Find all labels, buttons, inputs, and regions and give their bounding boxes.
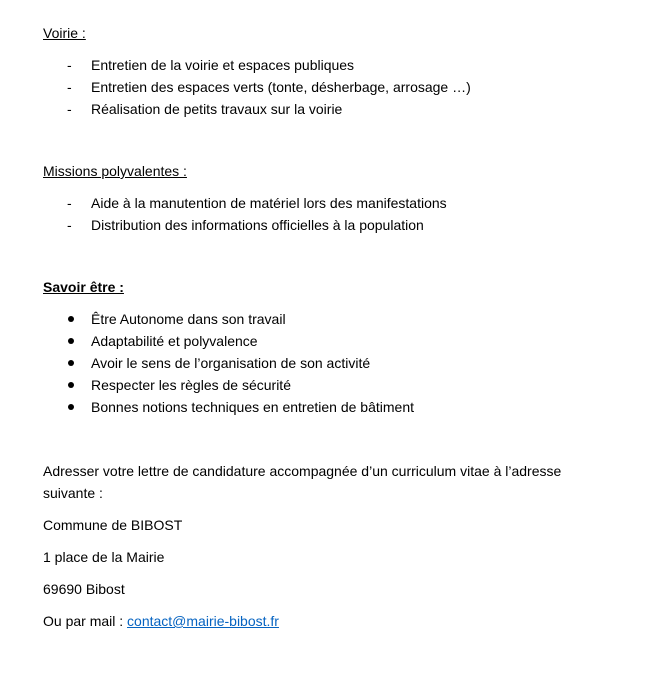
savoir-list <box>43 308 643 418</box>
voirie-list <box>43 54 643 120</box>
bullet-icon <box>68 338 74 344</box>
dash-marker: - <box>67 195 72 211</box>
bullet-icon <box>68 382 74 388</box>
intro-text-line2: suivante : <box>43 485 103 501</box>
list-item-text: Bonnes notions techniques en entretien de bâtiment <box>91 399 415 415</box>
bullet-icon <box>68 404 74 410</box>
list-item <box>43 76 643 98</box>
list-item <box>43 352 643 374</box>
list-item-text: Réalisation de petits travaux sur la voirie <box>91 101 343 117</box>
list-item <box>43 396 643 418</box>
dash-marker: - <box>67 57 72 73</box>
savoir-heading: Savoir être : <box>43 279 124 295</box>
list-item-text: Respecter les règles de sécurité <box>91 377 291 393</box>
list-item-text: Distribution des informations officielles à la population <box>91 217 424 233</box>
list-item <box>43 374 643 396</box>
list-item-text: Aide à la manutention de matériel lors des manifestations <box>91 195 447 211</box>
list-item-text: Adaptabilité et polyvalence <box>91 333 258 349</box>
list-item <box>43 330 643 352</box>
bullet-icon <box>68 316 74 322</box>
missions-heading: Missions polyvalentes : <box>43 163 187 179</box>
list-item <box>43 308 643 330</box>
list-item-text: Entretien des espaces verts (tonte, désherbage, arrosage …) <box>91 79 471 95</box>
voirie-heading: Voirie : <box>43 25 86 41</box>
dash-marker: - <box>67 217 72 233</box>
intro-text-line1: Adresser votre lettre de candidature accompagnée d’un curriculum vitae à l’adresse <box>43 463 562 479</box>
dash-marker: - <box>67 79 72 95</box>
list-item <box>43 98 643 120</box>
contact-block <box>43 460 643 632</box>
mail-line <box>43 610 643 632</box>
list-item <box>43 192 643 214</box>
missions-list <box>43 192 643 236</box>
document <box>43 24 643 632</box>
list-item <box>43 54 643 76</box>
commune-name: Commune de BIBOST <box>43 517 183 533</box>
list-item-text: Entretien de la voirie et espaces publiques <box>91 57 355 73</box>
bullet-icon <box>68 360 74 366</box>
street-address: 1 place de la Mairie <box>43 549 165 565</box>
list-item <box>43 214 643 236</box>
mail-label: Ou par mail : <box>43 613 128 629</box>
list-item-text: Avoir le sens de l’organisation de son activité <box>91 355 371 371</box>
dash-marker: - <box>67 101 72 117</box>
postal-city: 69690 Bibost <box>43 581 125 597</box>
email-link[interactable]: contact@mairie-bibost.fr <box>127 613 279 629</box>
list-item-text: Être Autonome dans son travail <box>91 311 286 327</box>
